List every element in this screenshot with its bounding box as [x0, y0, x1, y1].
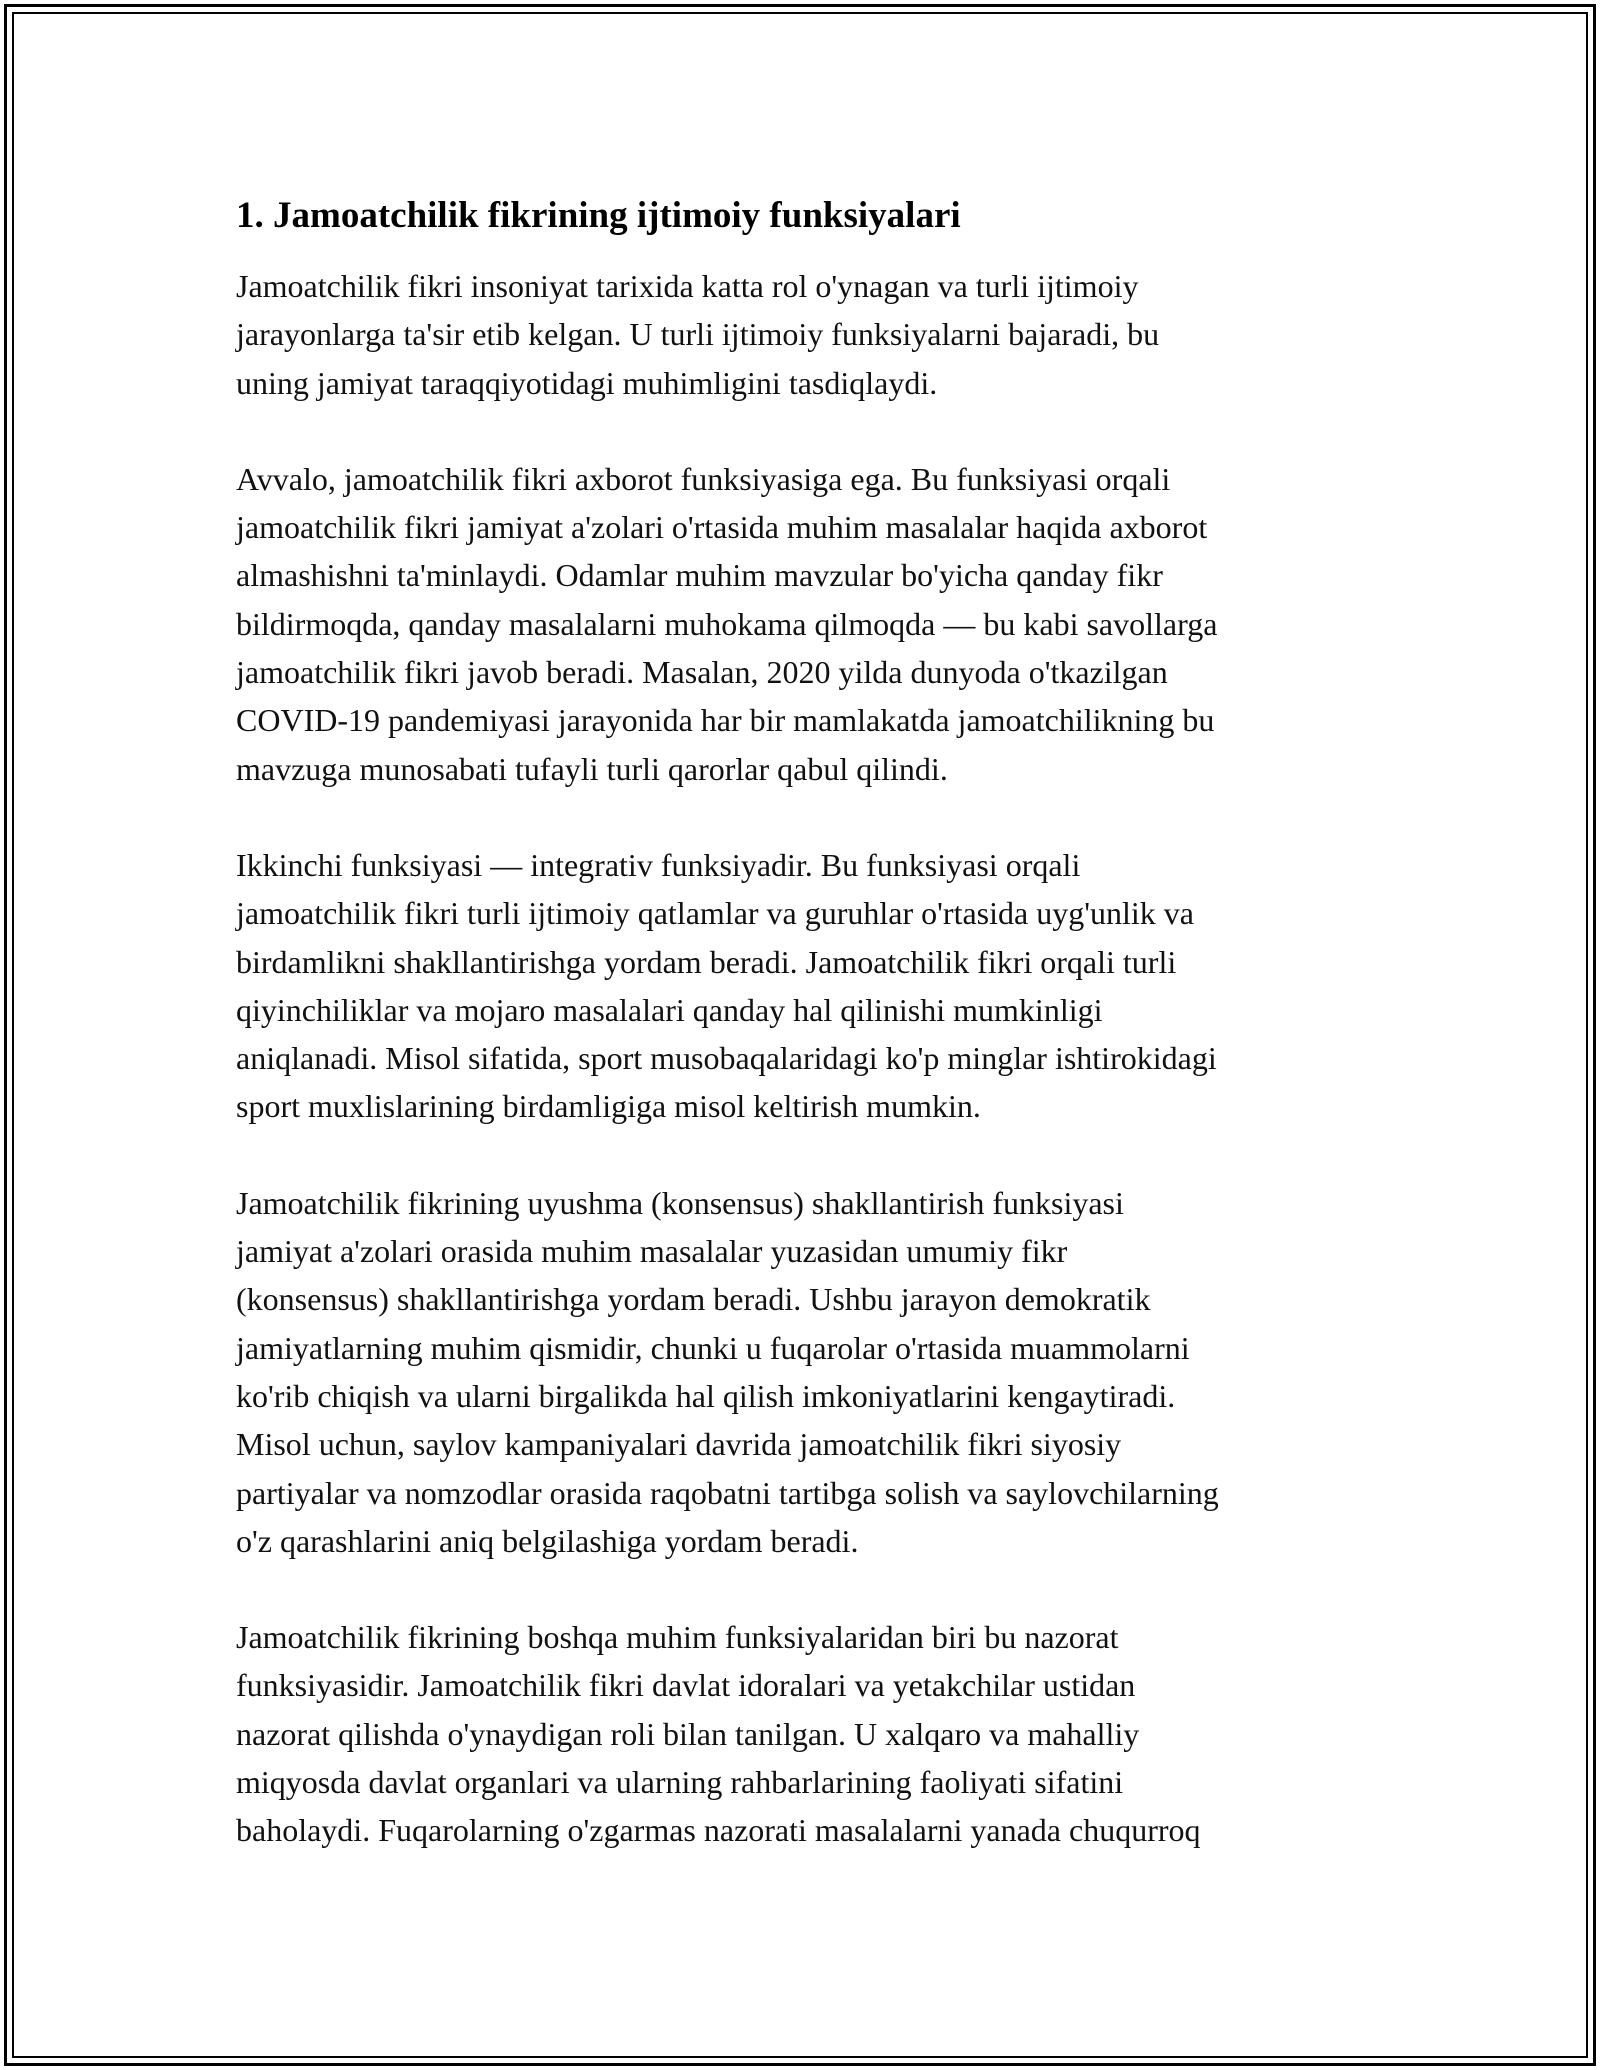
text-line: nazorat qilishda o'ynaydigan roli bilan tanilgan. U xalqaro va mahalliy — [236, 1715, 1140, 1752]
paragraph-consensus-function — [236, 1179, 1370, 1565]
text-line: Jamoatchilik fikri insoniyat tarixida katta rol o'ynagan va turli ijtimoiy — [236, 268, 1139, 304]
text-line: (konsensus) shakllantirishga yordam beradi. Ushbu jarayon demokratik — [236, 1281, 1151, 1318]
document-body — [236, 192, 1370, 1903]
text-line: uning jamiyat taraqqiyotidagi muhimligini tasdiqlaydi. — [236, 364, 938, 401]
paragraph-integrative-function — [236, 841, 1370, 1131]
text-line: Jamoatchilik fikrining uyushma (konsensus) shakllantirish funksiyasi — [236, 1184, 1124, 1221]
paragraph-information-function — [236, 455, 1370, 793]
text-line: aniqlanadi. Misol sifatida, sport musobaqalaridagi ko'p minglar ishtirokidagi — [236, 1040, 1217, 1077]
text-line: jamiyatlarning muhim qismidir, chunki u fuqarolar o'rtasida muammolarni — [236, 1329, 1190, 1366]
text-line: qiyinchiliklar va mojaro masalalari qanday hal qilinishi mumkinligi — [236, 991, 1103, 1028]
text-line: Jamoatchilik fikrining boshqa muhim funksiyalaridan biri bu nazorat — [236, 1619, 1119, 1656]
text-line: COVID-19 pandemiyasi jarayonida har bir mamlakatda jamoatchilikning bu — [236, 702, 1215, 739]
text-line: ko'rib chiqish va ularni birgalikda hal qilish imkoniyatlarini kengaytiradi. — [236, 1377, 1176, 1414]
paragraph-intro — [236, 262, 1370, 407]
text-line: sport muxlislarining birdamligiga misol keltirish mumkin. — [236, 1088, 981, 1125]
text-line: jamoatchilik fikri turli ijtimoiy qatlamlar va guruhlar o'rtasida uyg'unlik va — [236, 895, 1194, 932]
text-line: jamoatchilik fikri jamiyat a'zolari o'rtasida muhim masalalar haqida axborot — [236, 509, 1208, 546]
text-line: partiyalar va nomzodlar orasida raqobatni tartibga solish va saylovchilarning — [236, 1474, 1219, 1511]
text-line: o'z qarashlarini aniq belgilashiga yordam beradi. — [236, 1522, 859, 1559]
text-line: Avvalo, jamoatchilik fikri axborot funksiyasiga ega. Bu funksiyasi orqali — [236, 460, 1171, 497]
text-line: jamoatchilik fikri javob beradi. Masalan, 2020 yilda dunyoda o'tkazilgan — [236, 654, 1168, 691]
text-line: Ikkinchi funksiyasi — integrativ funksiyadir. Bu funksiyasi orqali — [236, 846, 1081, 883]
text-line: birdamlikni shakllantirishga yordam beradi. Jamoatchilik fikri orqali turli — [236, 943, 1177, 980]
text-line: bildirmoqda, qanday masalalarni muhokama qilmoqda — bu kabi savollarga — [236, 605, 1218, 642]
text-line: mavzuga munosabati tufayli turli qarorlar qabul qilindi. — [236, 750, 948, 787]
text-line: jamiyat a'zolari orasida muhim masalalar yuzasidan umumiy fikr — [236, 1233, 1068, 1270]
text-line: Misol uchun, saylov kampaniyalari davrida jamoatchilik fikri siyosiy — [236, 1426, 1122, 1463]
text-line: jarayonlarga ta'sir etib kelgan. U turli ijtimoiy funksiyalarni bajaradi, bu — [236, 316, 1160, 353]
section-heading: 1. Jamoatchilik fikrining ijtimoiy funksiyalari — [236, 195, 961, 236]
text-line: miqyosda davlat organlari va ularning rahbarlarining faoliyati sifatini — [236, 1764, 1124, 1801]
text-line: almashishni ta'minlaydi. Odamlar muhim mavzular bo'yicha qanday fikr — [236, 557, 1163, 594]
text-line: baholaydi. Fuqarolarning o'zgarmas nazorati masalalarni yanada chuqurroq — [236, 1812, 1201, 1849]
paragraph-control-function — [236, 1613, 1370, 1854]
text-line: funksiyasidir. Jamoatchilik fikri davlat idoralari va yetakchilar ustidan — [236, 1667, 1136, 1704]
